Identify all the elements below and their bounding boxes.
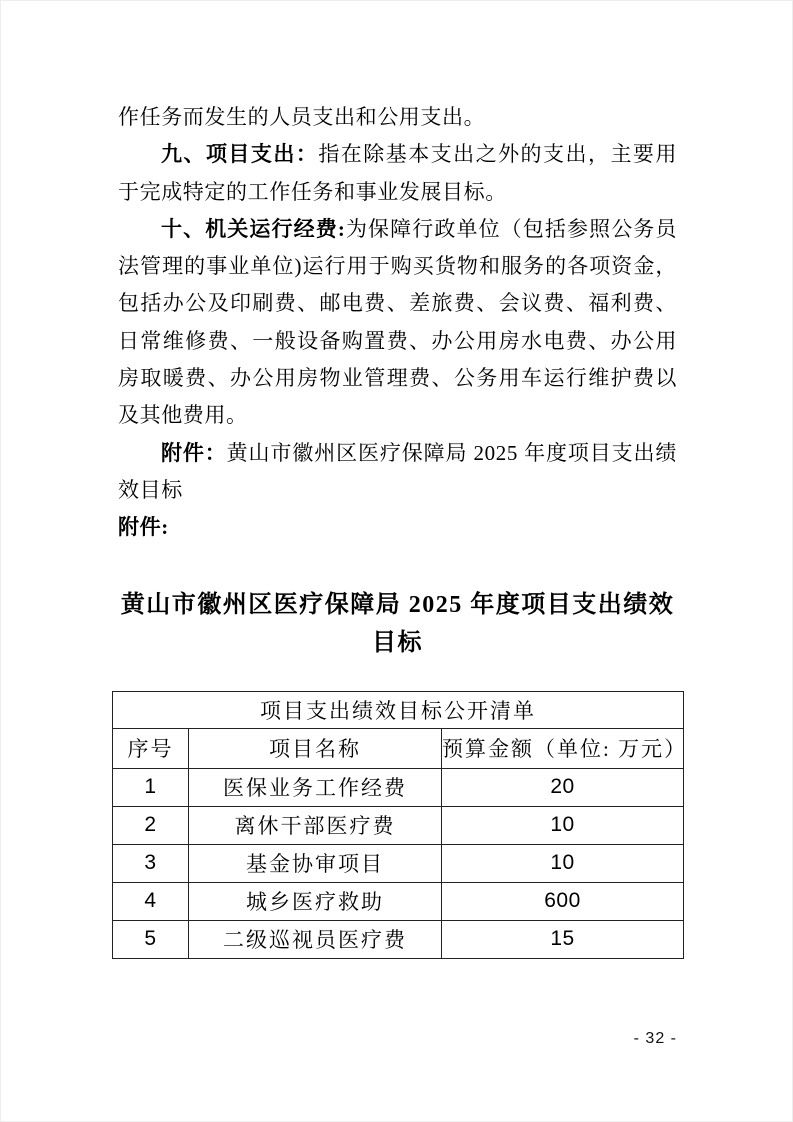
cell-index: 4 [113, 882, 189, 920]
paragraph-lead: 九、项目支出： [161, 142, 319, 167]
col-header-budget: 预算金额（单位: 万元） [442, 728, 684, 768]
table-row [113, 844, 684, 882]
cell-budget: 20 [442, 768, 684, 806]
table-row [113, 882, 684, 920]
paragraph-lead: 附件: [118, 515, 169, 540]
cell-project-name: 城乡医疗救助 [189, 882, 442, 920]
attachment-title-line2: 目标 [372, 630, 423, 657]
paragraph-item-9 [118, 136, 677, 211]
paragraph-lead: 十、机关运行经费: [161, 216, 346, 241]
cell-project-name: 离休干部医疗费 [189, 806, 442, 844]
table-header-row [113, 728, 684, 768]
cell-budget: 15 [442, 920, 684, 958]
paragraph-text: 作任务而发生的人员支出和公用支出。 [118, 105, 486, 129]
col-header-index: 序号 [113, 728, 189, 768]
page-number: - 32 - [633, 1030, 677, 1047]
performance-target-table [112, 691, 688, 959]
table-caption: 项目支出绩效目标公开清单 [113, 691, 684, 728]
cell-project-name: 医保业务工作经费 [189, 768, 442, 806]
page-content [1, 1, 792, 959]
cell-budget: 10 [442, 806, 684, 844]
paragraph-continuation [118, 99, 677, 136]
attachment-title-line1: 黄山市徽州区医疗保障局 2025 年度项目支出绩效 [120, 591, 675, 618]
paragraph-text: 为保障行政单位（包括参照公务员法管理的事业单位)运行用于购买货物和服务的各项资金，包括办公及印刷费、邮电费、差旅费、会议费、福利费、日常维修费、一般设备购置费、办公用房水电费、办公用房取暖费、办公用房物业管理费、公务用车运行维护费以及其他费用。 [118, 216, 677, 428]
col-header-project-name: 项目名称 [189, 728, 442, 768]
cell-index: 5 [113, 920, 189, 958]
cell-budget: 10 [442, 844, 684, 882]
table-row [113, 806, 684, 844]
table-row [113, 768, 684, 806]
table-row [113, 920, 684, 958]
cell-index: 1 [113, 768, 189, 806]
paragraph-text: 黄山市徽州区医疗保障局 2025 年度项目支出绩效目标 [118, 440, 677, 502]
paragraph-lead: 附件： [161, 440, 227, 465]
cell-index: 3 [113, 844, 189, 882]
paragraph-item-10 [118, 211, 677, 435]
paragraph-text: 指在除基本支出之外的支出，主要用于完成特定的工作任务和事业发展目标。 [118, 142, 677, 204]
attachment-label [118, 509, 677, 546]
cell-index: 2 [113, 806, 189, 844]
cell-project-name: 基金协审项目 [189, 844, 442, 882]
paragraph-attachment-ref [118, 435, 677, 510]
table-caption-row [113, 691, 684, 728]
cell-budget: 600 [442, 882, 684, 920]
cell-project-name: 二级巡视员医疗费 [189, 920, 442, 958]
attachment-title [118, 586, 677, 663]
